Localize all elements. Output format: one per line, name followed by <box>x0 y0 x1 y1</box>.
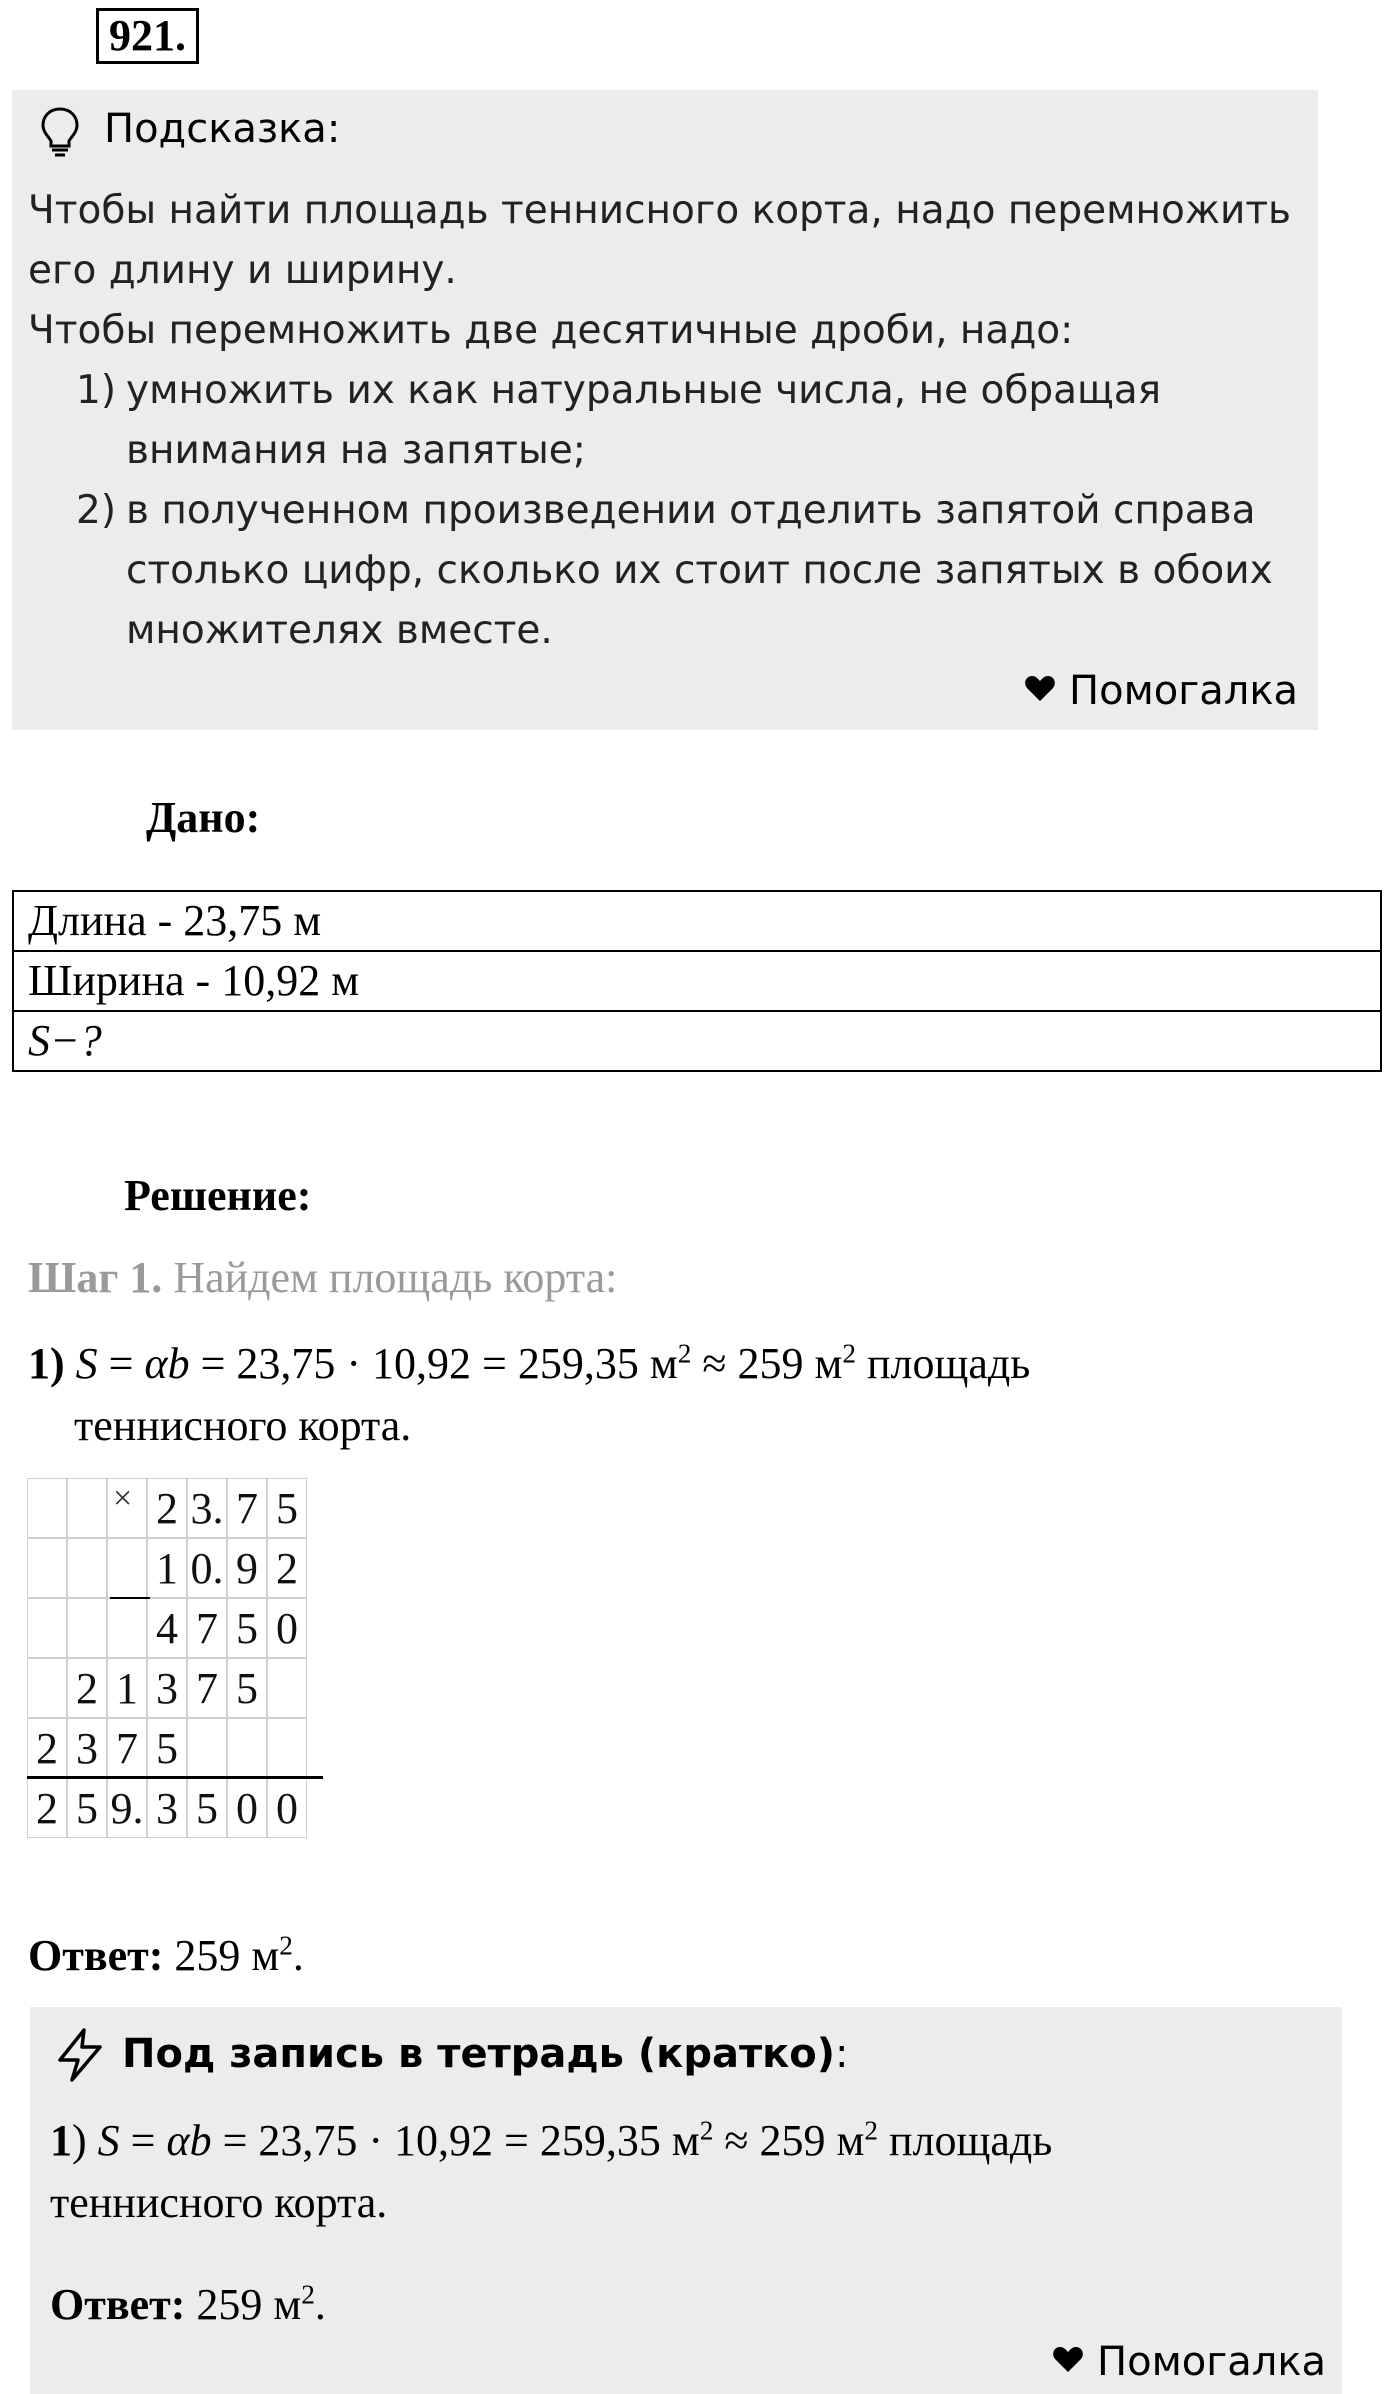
calc-cell: 9 <box>227 1538 267 1598</box>
brand-signature <box>1024 668 1298 714</box>
calc-cell <box>187 1718 227 1778</box>
answer-end: . <box>292 1931 304 1980</box>
given-table <box>12 890 1382 1072</box>
calc-cell: 2 <box>267 1538 307 1598</box>
calc-cell: 3. <box>187 1478 227 1538</box>
calc-cell <box>27 1538 67 1598</box>
calc-cell: 0 <box>267 1778 307 1838</box>
multiplier-underline <box>110 1597 150 1599</box>
formula-eq: = <box>97 1339 145 1388</box>
calc-cell: 7 <box>187 1598 227 1658</box>
brand-name: Помогалка <box>1069 668 1298 714</box>
given-cell <box>13 1011 1381 1071</box>
hint-step-text: в полученном произведении отделить запятой справа <box>126 488 1256 533</box>
given-row <box>13 891 1381 951</box>
notebook-box <box>30 2007 1342 2394</box>
answer-end: . <box>314 2280 326 2329</box>
hint-title: Подсказка: <box>104 106 341 152</box>
calc-cell <box>67 1538 107 1598</box>
hint-text-line: его длину и ширину. <box>28 248 457 293</box>
result-line <box>27 1776 323 1779</box>
calc-cell <box>27 1598 67 1658</box>
step-heading <box>28 1252 617 1303</box>
item-number: 1 <box>50 2116 72 2165</box>
calc-cell: 1 <box>147 1538 187 1598</box>
hint-step-text: умножить их как натуральные числа, не обращая <box>126 368 1162 413</box>
given-value: 10,92 м <box>221 956 360 1005</box>
given-unknown: S−? <box>28 1016 102 1065</box>
solution-title: Решение: <box>124 1171 312 1220</box>
step-label: Шаг 1. <box>28 1253 163 1302</box>
formula-exponent: 2 <box>699 2115 714 2146</box>
formula-caption-line: теннисного корта. <box>74 1401 412 1450</box>
calc-cell <box>267 1658 307 1718</box>
given-row <box>13 1011 1381 1071</box>
calc-cell: 0 <box>267 1598 307 1658</box>
calc-cell: 5 <box>227 1598 267 1658</box>
calc-cell: 0. <box>187 1538 227 1598</box>
answer-value: 259 м <box>196 2280 302 2329</box>
calc-cell: 2 <box>67 1658 107 1718</box>
calc-cell <box>267 1718 307 1778</box>
calc-cell <box>27 1658 67 1718</box>
calc-cell: 5 <box>227 1658 267 1718</box>
lightbulb-icon <box>40 106 80 174</box>
brand-name: Помогалка <box>1097 2339 1326 2385</box>
given-label: Ширина - <box>28 956 222 1005</box>
formula-exponent: 2 <box>864 2115 878 2146</box>
formula-eq: = <box>119 2116 167 2165</box>
calc-cell: 7 <box>187 1658 227 1718</box>
given-cell <box>13 891 1381 951</box>
answer-label: Ответ: <box>28 1931 164 1980</box>
answer-value: 259 м <box>174 1931 280 1980</box>
calc-cell: 3 <box>147 1778 187 1838</box>
calc-cell: 5 <box>67 1778 107 1838</box>
given-row <box>13 951 1381 1011</box>
notebook-caption-line: теннисного корта. <box>50 2178 388 2227</box>
notebook-title-text: Под запись в тетрадь (кратко) <box>122 2031 836 2077</box>
heart-icon <box>1024 668 1069 714</box>
item-paren: ) <box>72 2116 87 2165</box>
given-value: 23,75 м <box>183 896 322 945</box>
lightning-icon <box>52 2027 108 2087</box>
hint-text-line: Чтобы найти площадь теннисного корта, надо перемножить <box>28 188 1292 233</box>
formula-var: αb <box>166 2116 212 2165</box>
formula-body: = 23,75 · 10,92 = 259,35 м <box>189 1339 678 1388</box>
hint-box <box>12 90 1318 730</box>
calc-cell <box>67 1478 107 1538</box>
calc-cell: 2 <box>147 1478 187 1538</box>
given-label: Длина - <box>28 896 184 945</box>
given-cell <box>13 951 1381 1011</box>
formula-caption: площадь <box>856 1339 1031 1388</box>
calc-cell <box>67 1598 107 1658</box>
calc-cell: 7 <box>107 1718 147 1778</box>
answer-exponent: 2 <box>279 1930 293 1961</box>
hint-step-number: 2) <box>76 488 117 533</box>
heart-icon <box>1052 2339 1097 2385</box>
calc-cell: 9. <box>107 1778 147 1838</box>
formula-exponent: 2 <box>677 1338 692 1369</box>
notebook-title-colon: : <box>835 2031 849 2077</box>
calc-cell <box>107 1598 147 1658</box>
calc-cell: 3 <box>147 1658 187 1718</box>
notebook-formula-line <box>50 2115 1052 2166</box>
formula-caption: площадь <box>878 2116 1053 2165</box>
calc-cell <box>27 1478 67 1538</box>
notebook-title <box>122 2031 849 2077</box>
hint-step-text: столько цифр, сколько их стоит после запятых в обоих <box>126 548 1273 593</box>
calc-cell: 2 <box>27 1718 67 1778</box>
calc-cell: 4 <box>147 1598 187 1658</box>
formula-body: = 23,75 · 10,92 = 259,35 м <box>211 2116 700 2165</box>
calc-cell: 5 <box>267 1478 307 1538</box>
calc-cell: 7 <box>227 1478 267 1538</box>
item-number: 1) <box>28 1339 65 1388</box>
formula-approx: ≈ 259 м <box>713 2116 865 2165</box>
given-title: Дано: <box>146 793 261 842</box>
calc-cell: 3 <box>67 1718 107 1778</box>
multiply-sign: × <box>113 1480 133 1517</box>
answer-label: Ответ: <box>50 2280 186 2329</box>
calc-cell <box>107 1538 147 1598</box>
task-number: 921. <box>96 8 199 64</box>
answer-line <box>28 1930 304 1981</box>
hint-step-text: множителях вместе. <box>126 608 553 653</box>
hint-step-number: 1) <box>76 368 117 413</box>
formula-var: S <box>75 1339 98 1388</box>
step-text: Найдем площадь корта: <box>173 1253 618 1302</box>
calc-cell <box>227 1718 267 1778</box>
formula-approx: ≈ 259 м <box>691 1339 843 1388</box>
formula-line <box>28 1338 1030 1389</box>
formula-var: αb <box>144 1339 190 1388</box>
hint-text-line: Чтобы перемножить две десятичные дроби, надо: <box>28 308 1074 353</box>
formula-var: S <box>97 2116 120 2165</box>
calc-cell: 1 <box>107 1658 147 1718</box>
brand-signature <box>1052 2339 1326 2385</box>
calc-cell: 5 <box>147 1718 187 1778</box>
formula-exponent: 2 <box>842 1338 856 1369</box>
calc-cell: 5 <box>187 1778 227 1838</box>
calc-cell: 0 <box>227 1778 267 1838</box>
answer-exponent: 2 <box>301 2279 315 2310</box>
hint-step-text: внимания на запятые; <box>126 428 586 473</box>
calc-cell: 2 <box>27 1778 67 1838</box>
notebook-answer-line <box>50 2279 326 2330</box>
